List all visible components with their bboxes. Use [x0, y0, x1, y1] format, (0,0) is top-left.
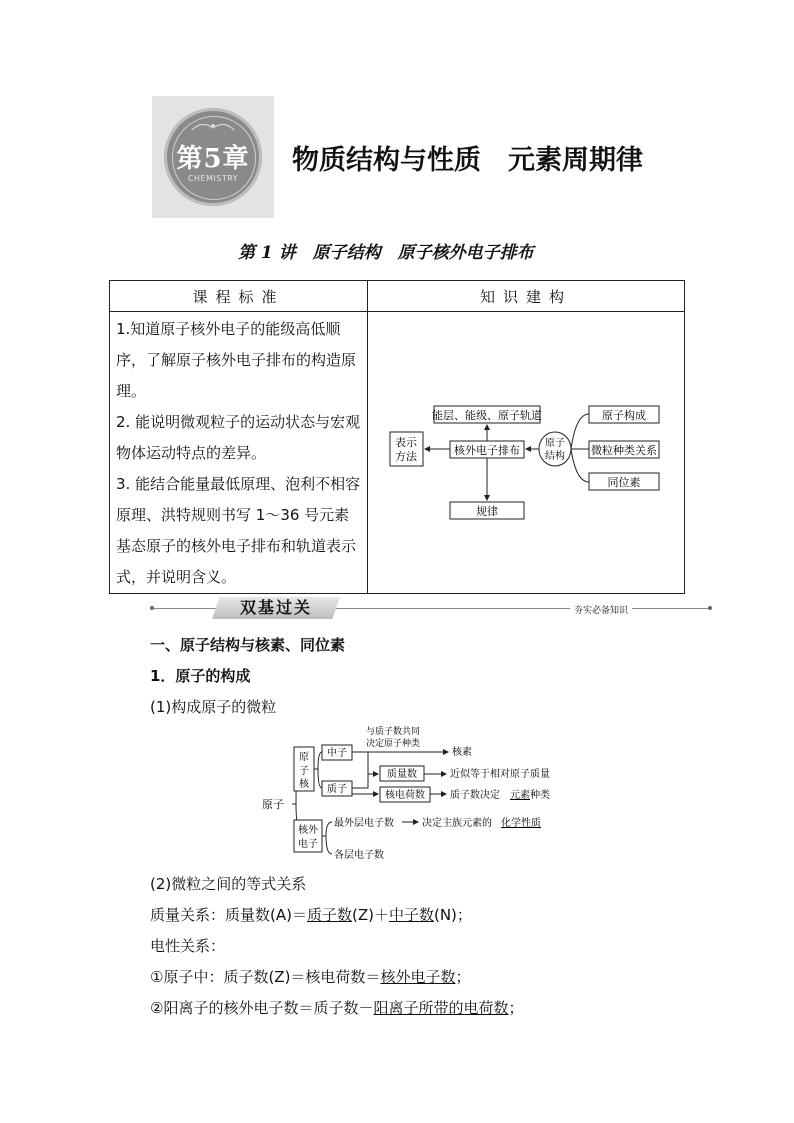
proton-label: 质子	[327, 784, 347, 795]
map-right-label: 同位素	[607, 476, 641, 489]
text: ；	[455, 968, 471, 986]
layers-label: 各层电子数	[334, 850, 384, 861]
charge-note-b: 元素	[510, 790, 530, 801]
map-left-label-b: 方法	[395, 450, 417, 463]
chapter-title: 物质结构与性质 元素周期律	[292, 145, 643, 176]
atom-label: 原子	[262, 798, 284, 811]
answer: 核外电子数	[380, 968, 456, 986]
header-knowledge-map: 知识建构	[368, 281, 685, 312]
charge-number-label: 核电荷数	[385, 790, 425, 801]
text: ①原子中：质子数(Z)＝核电荷数＝	[150, 968, 381, 986]
concept-map	[368, 312, 684, 590]
map-right-label: 原子构成	[602, 409, 646, 422]
curriculum-table	[109, 280, 685, 594]
subsection-heading: 1．原子的构成	[150, 667, 251, 685]
charge-note-a: 质子数决定	[450, 790, 500, 801]
map-center-label: 核外电子排布	[454, 444, 520, 457]
note-top-a: 与质子数共同	[366, 727, 421, 737]
standard-item: 3. 能结合能量最低原理、泡利不相容原理、洪特规则书写 1～36 号元素基态原子的核外电子排布和轨道表示式，并说明含义。	[116, 475, 361, 586]
divider-dot	[150, 606, 154, 610]
map-right-label: 微粒种类关系	[591, 444, 657, 457]
electric-label: 电性关系：	[150, 937, 226, 955]
map-hub-label-b: 结构	[545, 451, 565, 462]
text: 质量关系：质量数(A)＝	[150, 906, 307, 924]
text: ②阳离子的核外电子数＝质子数－	[150, 999, 374, 1017]
outer-note: 决定主族元素的	[422, 818, 492, 829]
item-heading: (1)构成原子的微粒	[150, 698, 277, 716]
nuclide-label: 核素	[452, 747, 472, 758]
section-heading: 一、原子结构与核素、同位素	[150, 636, 346, 654]
outer-note-property: 化学性质	[501, 818, 541, 829]
charge-note-c: 种类	[530, 790, 550, 801]
map-top-label: 能层、能级、原子轨道	[432, 409, 542, 422]
mass-relation	[150, 904, 472, 925]
header-standards: 课程标准	[110, 281, 368, 312]
text: (N)；	[433, 906, 472, 924]
answer: 阳离子所带的电荷数	[373, 999, 509, 1017]
standard-item: 2. 能说明微观粒子的运动状态与宏观物体运动特点的差异。	[116, 413, 361, 462]
text: (Z)＋	[351, 906, 389, 924]
outer-electrons-label: 最外层电子数	[334, 818, 394, 829]
relation-1	[150, 966, 470, 987]
text: ；	[508, 999, 524, 1017]
atom-structure-diagram	[258, 724, 588, 866]
neutron-label: 中子	[327, 748, 347, 759]
item-heading: (2)微粒之间的等式关系	[150, 875, 307, 893]
map-brace-bottom	[571, 449, 589, 482]
standards-list	[110, 312, 367, 593]
lecture-title: 第 1 讲 原子结构 原子核外电子排布	[238, 243, 534, 263]
answer: 中子数	[388, 906, 434, 924]
chapter-number: 第5章	[176, 144, 250, 174]
divider-right-text: 夯实必备知识	[570, 603, 632, 616]
map-brace-top	[571, 414, 589, 449]
map-hub-label-a: 原子	[545, 438, 565, 449]
electrons-label-b: 电子	[298, 839, 318, 850]
divider-dot	[708, 606, 712, 610]
map-left-label-a: 表示	[395, 436, 417, 449]
divider-label: 双基过关	[239, 598, 312, 617]
mass-note: 近似等于相对原子质量	[450, 769, 550, 780]
map-bottom-label: 规律	[476, 505, 498, 518]
mass-number-label: 质量数	[387, 769, 417, 780]
ornament-icon	[190, 120, 236, 134]
answer: 质子数	[306, 906, 352, 924]
note-top-b: 决定原子种类	[366, 739, 421, 749]
nucleus-label-a: 原	[299, 752, 309, 763]
chapter-badge-subtitle: CHEMISTRY	[187, 174, 239, 183]
concept-map-cell	[368, 312, 685, 594]
standard-item: 1.知道原子核外电子的能级高低顺序，了解原子核外电子排布的构造原理。	[116, 320, 357, 400]
nucleus-label-b: 子	[299, 766, 309, 777]
electrons-label-a: 核外	[298, 825, 318, 836]
relation-2	[150, 997, 523, 1018]
nucleus-label-c: 核	[299, 779, 309, 790]
